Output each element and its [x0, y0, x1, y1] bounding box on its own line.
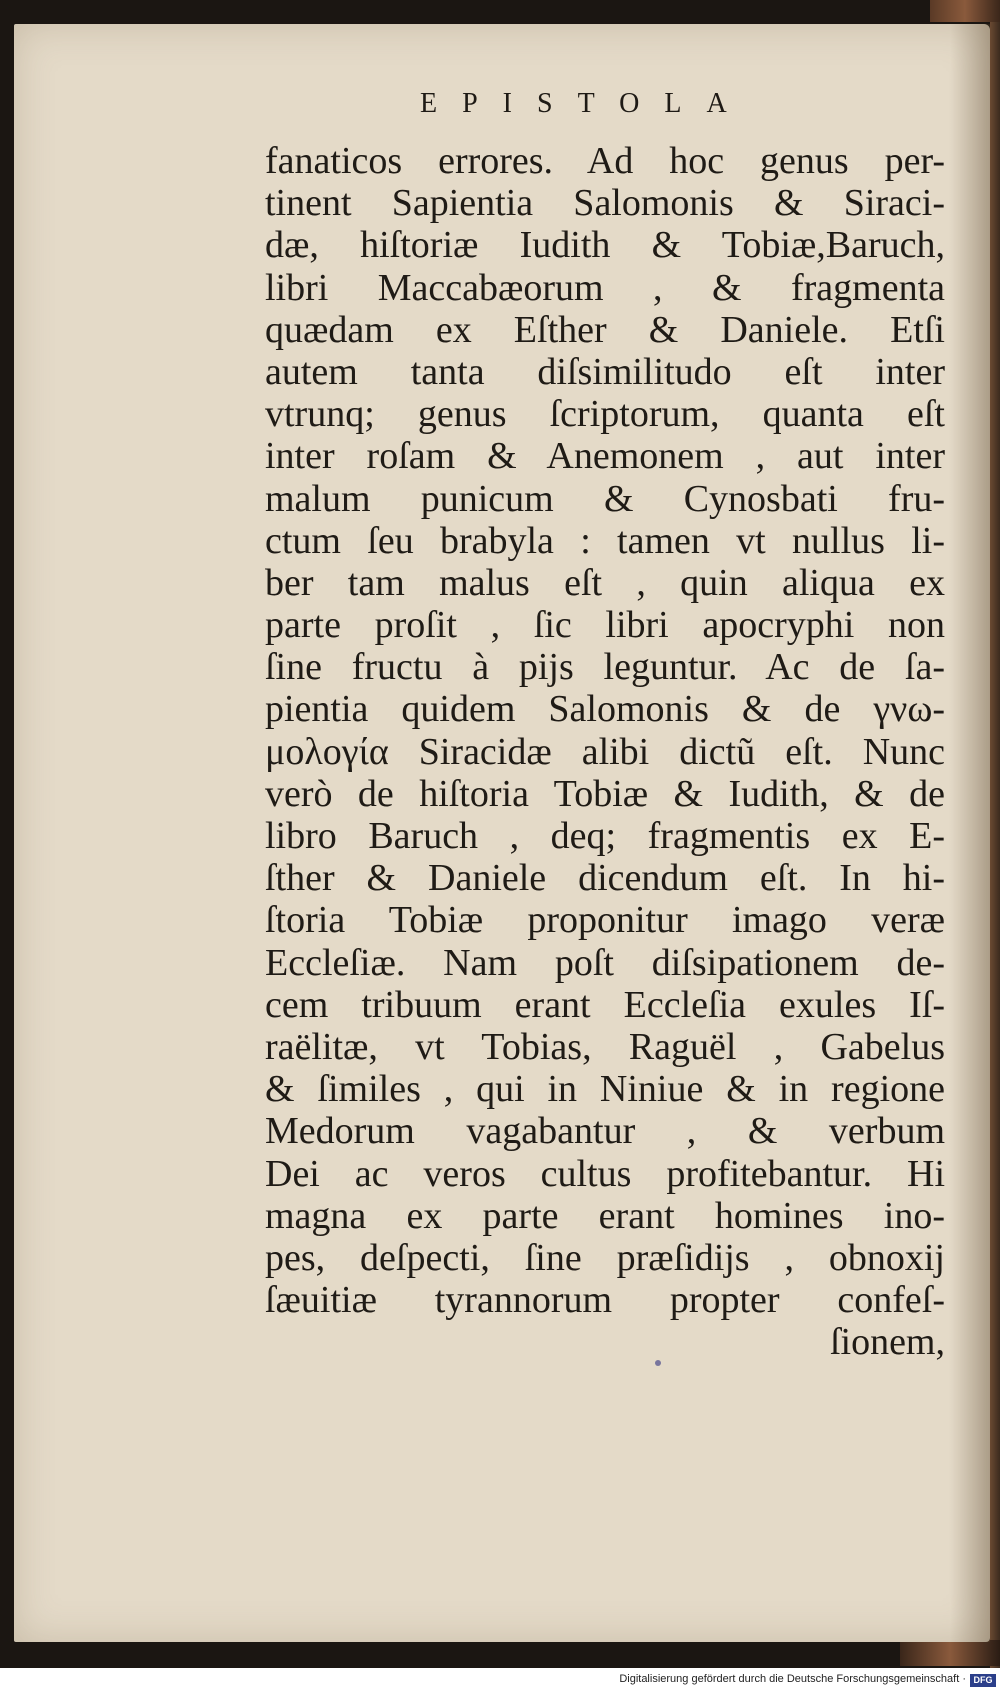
text-line: libro Baruch , deq; fragmentis ex E- — [265, 815, 945, 857]
text-line: dæ, hiſtoriæ Iudith & Tobiæ,Baruch, — [265, 224, 945, 267]
text-line: Medorum vagabantur , & verbum — [265, 1110, 945, 1153]
text-line: tinent Sapientia Salomonis & Siraci- — [265, 182, 945, 225]
text-line: ber tam malus eſt , quin aliqua ex — [265, 561, 945, 604]
text-line: ſtoria Tobiæ proponitur imago veræ — [265, 899, 945, 942]
text-line: Eccleſiæ. Nam poſt diſsipationem de- — [265, 941, 945, 984]
text-line: ſine fructu à pijs leguntur. Ac de ſa- — [265, 646, 945, 689]
text-line: & ſimiles , qui in Niniue & in regione — [265, 1068, 945, 1111]
text-line: cem tribuum erant Eccleſia exules Iſ- — [265, 983, 945, 1026]
body-text — [265, 140, 945, 1363]
text-line: Dei ac veros cultus profitebantur. Hi — [265, 1152, 945, 1195]
book-cover-bottom-edge — [900, 1640, 1000, 1666]
dfg-logo: DFG — [970, 1674, 996, 1687]
text-line: inter roſam & Anemonem , aut inter — [265, 435, 945, 478]
ink-spot — [655, 1360, 661, 1366]
text-line: μολογία Siracidæ alibi dictũ eſt. Nunc — [265, 730, 945, 773]
funding-credit: Digitalisierung gefördert durch die Deutsche Forschungsgemeinschaft · — [619, 1673, 966, 1685]
book-cover-top-edge — [930, 0, 1000, 22]
running-head: EPISTOLA — [420, 88, 752, 119]
text-line: fanaticos errores. Ad hoc genus per- — [265, 140, 945, 182]
text-line: malum punicum & Cynosbati fru- — [265, 477, 945, 520]
gutter-shadow — [950, 24, 990, 1642]
text-line: vtrunq; genus ſcriptorum, quanta eſt — [265, 393, 945, 436]
text-line: autem tanta diſsimilitudo eſt inter — [265, 350, 945, 393]
text-line: ctum ſeu brabyla : tamen vt nullus li- — [265, 519, 945, 562]
text-line: ſther & Daniele dicendum eſt. In hi- — [265, 857, 945, 900]
catchword: ſionem, — [829, 1321, 945, 1364]
text-line: verò de hiſtoria Tobiæ & Iudith, & de — [265, 772, 945, 815]
text-line: parte proſit , ſic libri apocryphi non — [265, 604, 945, 647]
text-line: libri Maccabæorum , & fragmenta — [265, 266, 945, 309]
book-binding-edge — [990, 0, 1000, 1668]
digitization-footer — [0, 1668, 1000, 1694]
text-line: magna ex parte erant homines ino- — [265, 1194, 945, 1237]
text-line: pientia quidem Salomonis & de γνω- — [265, 688, 945, 731]
text-line: pes, deſpecti, ſine præſidijs , obnoxij — [265, 1236, 945, 1279]
text-line: quædam ex Eſther & Daniele. Etſi — [265, 308, 945, 351]
text-line: raëlitæ, vt Tobias, Raguël , Gabelus — [265, 1025, 945, 1068]
text-line: ſæuitiæ tyrannorum propter confeſ- — [265, 1279, 945, 1322]
